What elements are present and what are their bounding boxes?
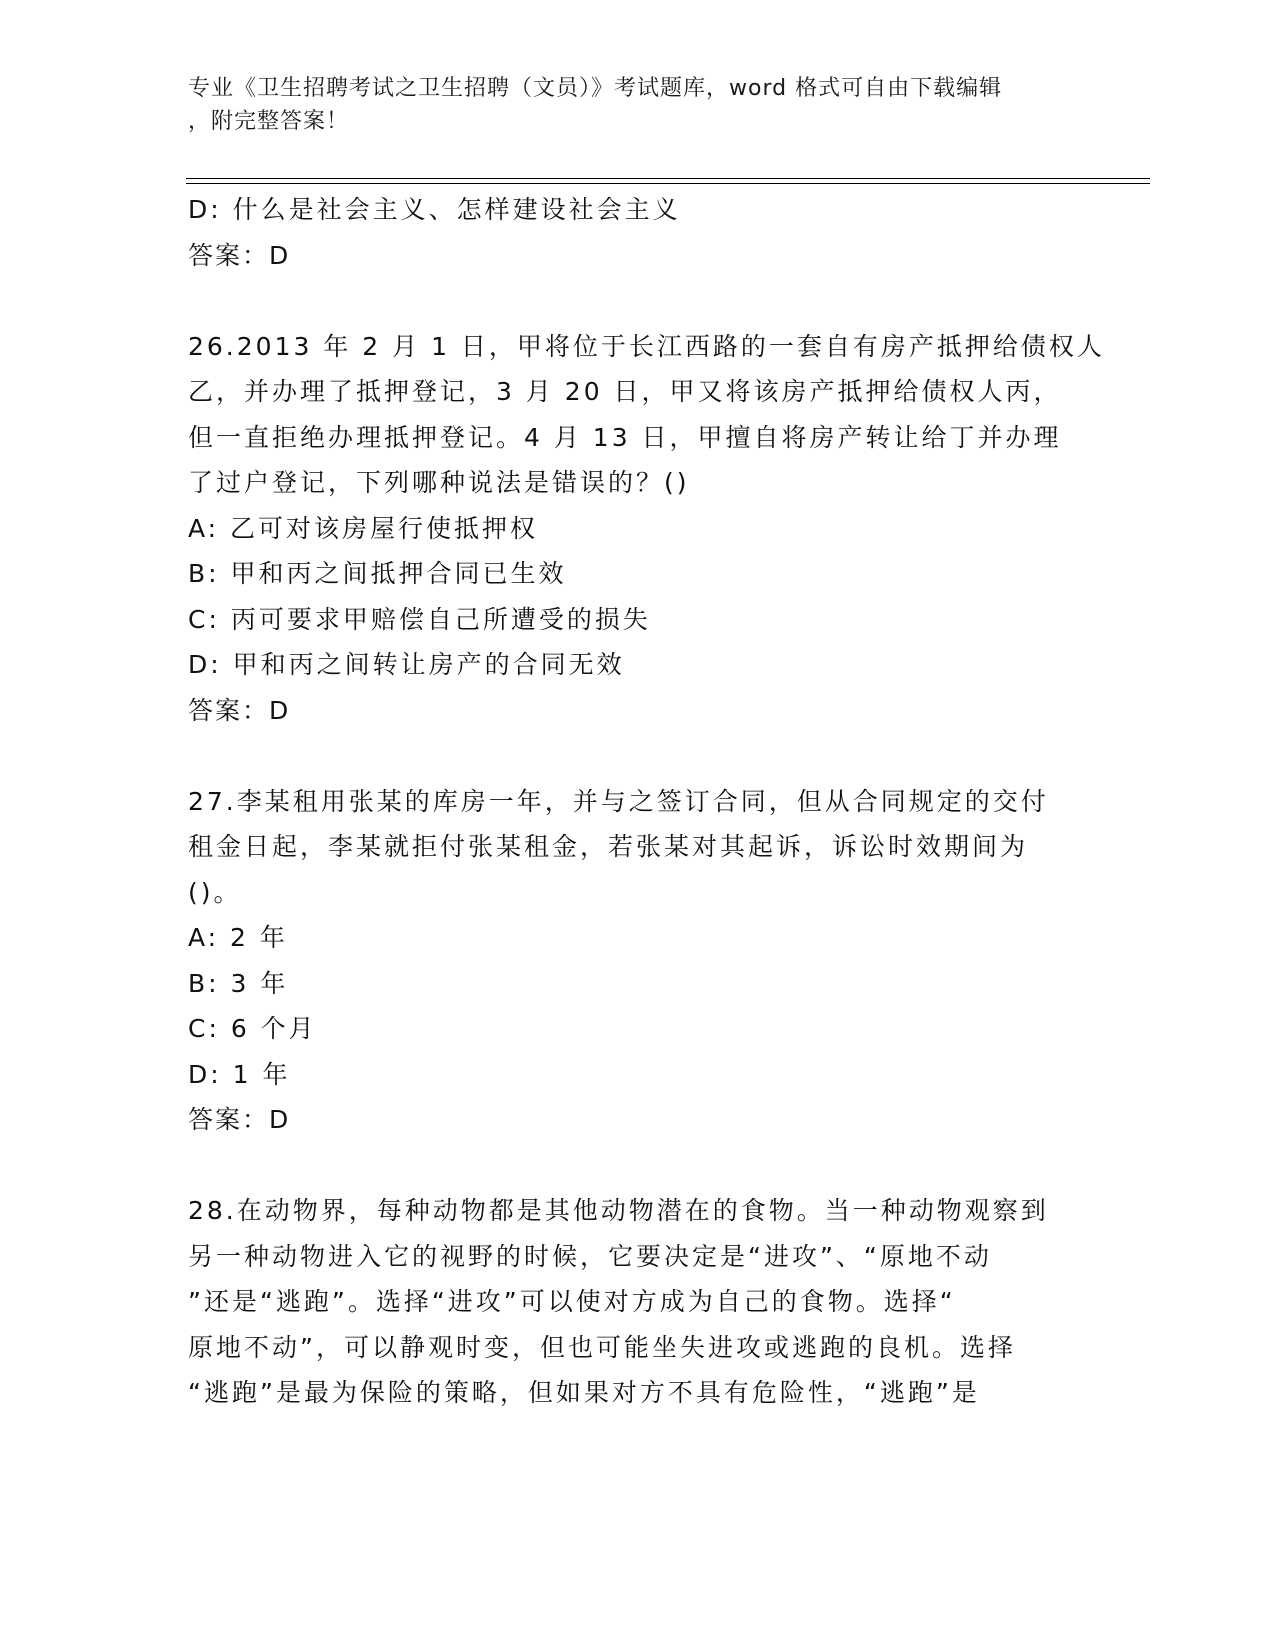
option-a: A: 乙可对该房屋行使抵押权 — [188, 513, 539, 543]
option-b: B: 甲和丙之间抵押合同已生效 — [188, 559, 567, 588]
question-text-line: 28.在动物界，每种动物都是其他动物潜在的食物。当一种动物观察到 — [188, 1196, 1049, 1225]
question-27 — [188, 779, 1088, 1143]
option-d: D: 甲和丙之间转让房产的合同无效 — [188, 650, 625, 679]
answer-line: 答案：D — [188, 240, 291, 270]
question-28 — [188, 1188, 1088, 1416]
question-text-line: “逃跑”是最为保险的策略，但如果对方不具有危险性，“逃跑”是 — [188, 1378, 980, 1407]
option-d: D: 1 年 — [188, 1059, 291, 1089]
question-26 — [188, 324, 1105, 734]
answer-line: 答案：D — [188, 695, 291, 725]
answer-line: 答案：D — [188, 1105, 291, 1134]
header-line-1: 专业《卫生招聘考试之卫生招聘（文员）》考试题库，word 格式可自由下载编辑 — [188, 76, 1003, 101]
question-text-line: ”还是“逃跑”。选择“进攻”可以使对方成为自己的食物。选择“ — [188, 1287, 956, 1316]
option-c: C: 6 个月 — [188, 1014, 317, 1043]
question-text-line: 另一种动物进入它的视野的时候，它要决定是“进攻”、“原地不动 — [188, 1241, 992, 1271]
question-text-line: 租金日起，李某就拒付张某租金，若张某对其起诉，诉讼时效期间为 — [188, 832, 1029, 861]
question-text-line: 原地不动”，可以静观时变，但也可能坐失进攻或逃跑的良机。选择 — [188, 1332, 1016, 1362]
question-25-tail — [188, 187, 1088, 278]
option-a: A: 2 年 — [188, 923, 288, 952]
question-text-line: 27.李某租用张某的库房一年，并与之签订合同，但从合同规定的交付 — [188, 786, 1049, 816]
header-line-2: ，附完整答案！ — [188, 109, 350, 134]
spacer — [188, 278, 1088, 324]
question-text-line: ()。 — [188, 877, 242, 907]
question-text-line: 了过户登记，下列哪种说法是错误的？() — [188, 468, 690, 497]
spacer — [188, 733, 1088, 779]
option-c: C: 丙可要求甲赔偿自己所遭受的损失 — [188, 604, 651, 634]
option-d: D: 什么是社会主义、怎样建设社会主义 — [188, 195, 681, 224]
question-text-line: 但一直拒绝办理抵押登记。4 月 13 日，甲擅自将房产转让给丁并办理 — [188, 422, 1062, 452]
header-divider-bottom — [186, 183, 1150, 184]
question-text-line: 乙，并办理了抵押登记，3 月 20 日，甲又将该房产抵押给债权人丙， — [188, 377, 1062, 406]
question-text-line: 26.2013 年 2 月 1 日，甲将位于长江西路的一套自有房产抵押给债权人 — [188, 331, 1105, 361]
question-content — [188, 187, 1105, 1416]
spacer — [188, 1143, 1088, 1189]
option-b: B: 3 年 — [188, 968, 289, 998]
header-divider-top — [186, 178, 1150, 179]
document-header — [188, 72, 1068, 138]
